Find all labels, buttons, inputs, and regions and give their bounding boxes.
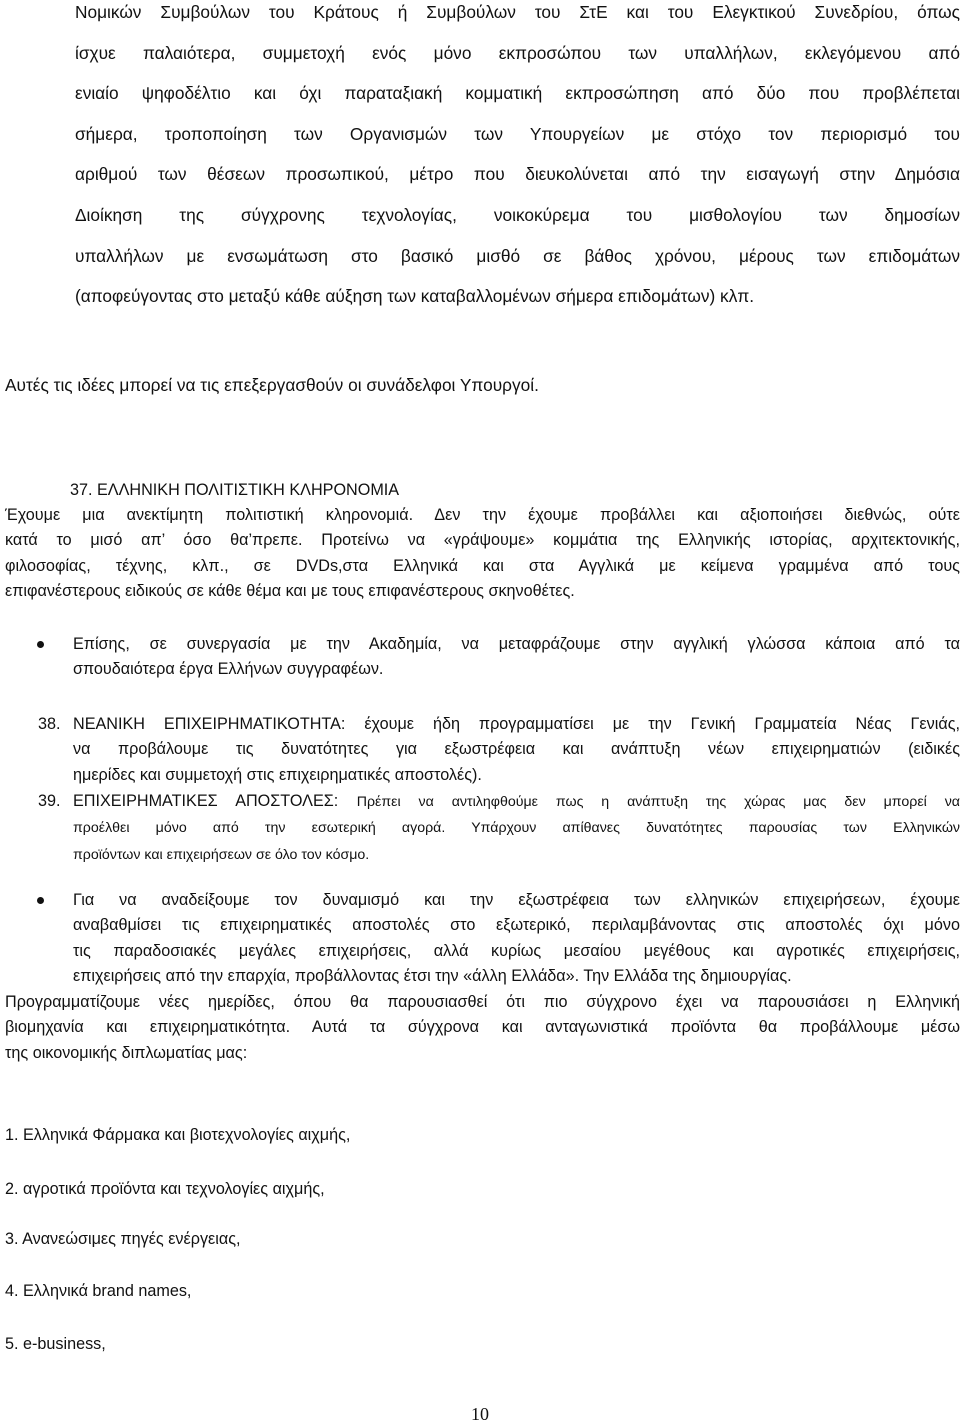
text-line: προέλθει μόνο από την εσωτερική αγορά. Υπάρχουν απίθανες δυνατότητες παρουσίας των Ελληνικών xyxy=(73,820,960,837)
text-line: να προβάλουμε τις δυνατότητες για εξωστρέφεια και ανάπτυξη νέων επιχειρηματιών (ειδικές xyxy=(73,740,960,759)
text-line: επιχειρήσεις από την επαρχία, προβάλλοντας έτσι την «άλλη Ελλάδα». Την Ελλάδα της δημιουργίας. xyxy=(73,966,792,985)
text-line: τις παραδοσιακές μεγάλες επιχειρήσεις, αλλά κυρίως μεσαίου μεγέθους και αγροτικές επιχειρήσεις, xyxy=(73,941,960,960)
text-line: Επίσης, σε συνεργασία με την Ακαδημία, να μεταφράζουμε στην αγγλική γλώσσα κάποια από τα xyxy=(73,635,960,653)
text-line: αριθμού των θέσεων προσωπικού, μέτρο που διευκολύνεται από την εισαγωγή στην Δημόσια xyxy=(75,164,960,185)
text-line: προϊόντων και επιχειρήσεων σε όλο τον κόσμο. xyxy=(73,846,370,863)
text-line: επιφανέστερους ειδικούς σε κάθε θέμα και με τους επιφανέστερους σκηνοθέτες. xyxy=(5,581,575,600)
section-39 xyxy=(0,788,960,868)
section-39-first-line: Πρέπει να αντιληφθούμε πως η ανάπτυξη της χώρας μας δεν μπορεί να xyxy=(356,794,960,810)
text-line: Έχουμε μια ανεκτίμητη πολιτιστική κληρονομιά. Δεν την έχουμε προβάλλει και αξιοποιήσει διεθνώς, ούτε xyxy=(5,506,960,524)
list-item: 5. e-business, xyxy=(5,1335,106,1353)
closing-paragraph xyxy=(5,990,960,1066)
intro-closing: Αυτές τις ιδέες μπορεί να τις επεξεργασθούν οι συνάδελφοι Υπουργοί. xyxy=(5,375,539,395)
list-item: 1. Ελληνικά Φάρμακα και βιοτεχνολογίες αιχμής, xyxy=(5,1126,351,1144)
text-line: της οικονομικής διπλωματίας μας: xyxy=(5,1043,248,1062)
bullet-icon xyxy=(37,641,44,648)
text-line: σήμερα, τροποποίηση των Οργανισμών των Υπουργείων με στόχο τον περιορισμό του xyxy=(75,123,960,144)
list-item: 2. αγροτικά προϊόντα και τεχνολογίες αιχμής, xyxy=(5,1180,325,1198)
bullet-icon xyxy=(37,897,44,904)
list-item: 3. Ανανεώσιμες πηγές ενέργειας, xyxy=(5,1230,241,1248)
section-39-bullet xyxy=(0,888,960,989)
text-line: Νομικών Συμβούλων του Κράτους ή Συμβούλων του ΣτΕ και του Ελεγκτικού Συνεδρίου, όπως xyxy=(75,2,960,22)
list-item: 4. Ελληνικά brand names, xyxy=(5,1282,192,1300)
text-line: (αποφεύγοντας στο μεταξύ κάθε αύξηση των καταβαλλομένων σήμερα επιδομάτων) κλπ. xyxy=(75,286,755,307)
section-39-number: 39. xyxy=(38,792,61,810)
text-line xyxy=(73,788,960,815)
section-38-number: 38. xyxy=(38,715,61,733)
text-line: ΝΕΑΝΙΚΗ ΕΠΙΧΕΙΡΗΜΑΤΙΚΟΤΗΤΑ: έχουμε ήδη προγραμματίσει με την Γενική Γραμματεία Νέας Γενιάς, xyxy=(73,715,960,733)
section-37-heading: 37. ΕΛΛΗΝΙΚΗ ΠΟΛΙΤΙΣΤΙΚΗ ΚΛΗΡΟΝΟΜΙΑ xyxy=(70,481,400,499)
page-number: 10 xyxy=(471,1404,489,1424)
section-39-heading: ΕΠΙΧΕΙΡΗΜΑΤΙΚΕΣ ΑΠΟΣΤΟΛΕΣ: xyxy=(73,792,357,810)
text-line: ενιαίο ψηφοδέλτιο και όχι παραταξιακή κομματική εκπροσώπηση από δύο που προβλέπεται xyxy=(75,83,960,104)
text-line: Για να αναδείξουμε τον δυναμισμό και την εξωστρέφεια των ελληνικών επιχειρήσεων, έχουμε xyxy=(73,891,960,909)
text-line: Προγραμματίζουμε νέες ημερίδες, όπου θα παρουσιασθεί ότι πιο σύγχρονο έχει να παρουσιάσει η Ελληνική xyxy=(5,993,960,1011)
text-line: Διοίκηση της σύγχρονης τεχνολογίας, νοικοκύρεμα του μισθολογίου των δημοσίων xyxy=(75,204,960,225)
text-line: φιλοσοφίας, τέχνης, κλπ., σε DVDs,στα Ελληνικά και στα Αγγλικά με κείμενα γραμμένα από τους xyxy=(5,556,960,575)
text-line: υπαλλήλων με ενσωμάτωση στο βασικό μισθό σε βάθος χρόνου, μέρους των επιδομάτων xyxy=(75,245,960,266)
text-line: σπουδαιότερα έργα Ελλήνων συγγραφέων. xyxy=(73,660,384,679)
section-37-body xyxy=(5,503,960,604)
section-38 xyxy=(0,712,960,788)
text-line: ίσχυε παλαιότερα, συμμετοχή ενός μόνο εκπροσώπου των υπαλλήλων, εκλεγόμενου από xyxy=(75,42,960,63)
text-line: κατά το μισό απ’ όσο θα’πρεπε. Προτείνω να «γράψουμε» κομμάτια της Ελληνικής ιστορίας, αρχιτεκτονικής, xyxy=(5,531,960,550)
intro-paragraph xyxy=(75,0,960,317)
text-line: βιομηχανία και επιχειρηματικότητα. Αυτά τα σύγχρονα και ανταγωνιστικά προϊόντα θα προβάλλουμε μέσω xyxy=(5,1018,960,1037)
section-37-bullet xyxy=(0,632,960,683)
text-line: ημερίδες και συμμετοχή στις επιχειρηματικές αποστολές). xyxy=(73,765,482,784)
text-line: αναβαθμίσει τις επιχειρηματικές αποστολές στο εξωτερικό, περιλαμβάνοντας στις αποστολές όχι μόνο xyxy=(73,916,960,935)
